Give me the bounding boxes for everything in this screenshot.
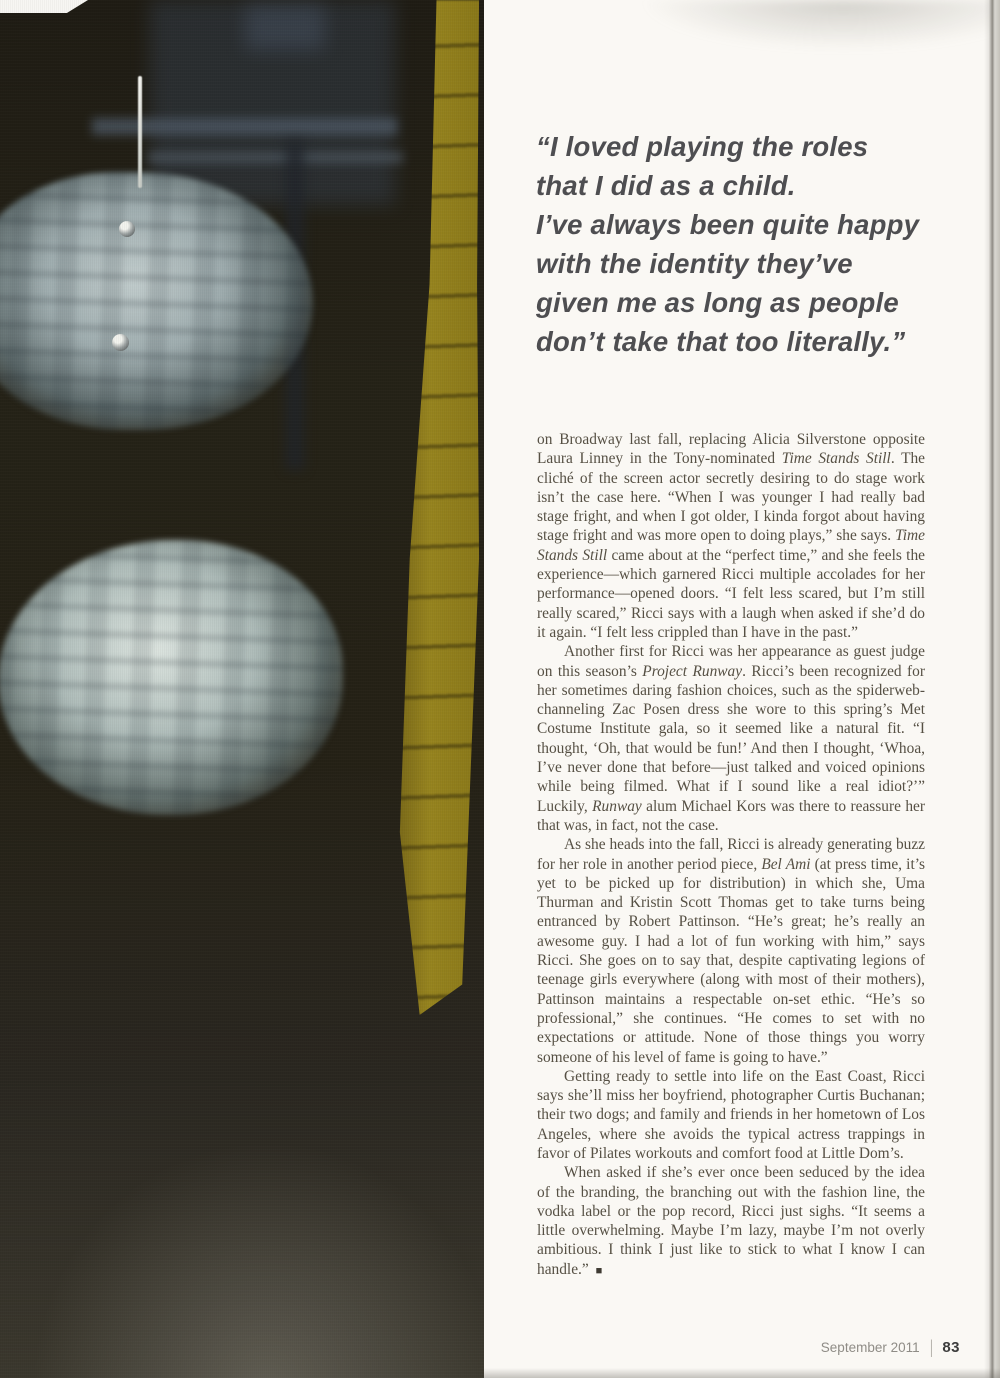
footer-divider: | [929, 1336, 933, 1357]
article-body [537, 430, 925, 1281]
scan-page-bottom-edge [484, 1368, 1000, 1378]
page-footer [821, 1336, 960, 1358]
article-paragraph: on Broadway last fall, replacing Alicia Silverstone opposite Laura Linney in the Tony-nominated Time Stands Still. The cliché of the screen actor secretly desiring to do stage work isn’t the case here. “When I was younger I had really bad stage fright, and when I got older, I kinda forgot about having stage fright and was more open to doing plays,” she says. Time Stands Still came about at the “perfect time,” and she feels the experience—which garnered Ricci multiple accolades for her performance—opened doors. “I felt less scared, but I’m still really scared,” Ricci says with a laugh when asked if she’d do it again. “I felt less crippled than I have in the past.” [537, 431, 925, 641]
article-paragraph: When asked if she’s ever once been seduced by the idea of the branding, the branching out with the fashion line, the vodka label or the pop record, Ricci just sighs. “It seems a little overwhelming. Maybe I’m lazy, maybe I’m not overly ambitious. I think I just like to stick to what I know I can handle.” ■ [537, 1164, 925, 1278]
pull-quote-line: “I loved playing the roles [536, 131, 869, 162]
end-of-article-mark: ■ [595, 1264, 603, 1277]
page-number: 83 [942, 1338, 960, 1356]
pull-quote [536, 127, 956, 361]
pull-quote-line: with the identity they’ve [536, 248, 853, 279]
studio-photo [0, 0, 484, 1378]
article-paragraph: Getting ready to settle into life on the East Coast, Ricci says she’ll miss her boyfriend, photographer Curtis Buchanan; their two dogs; and family and friends in her hometown of Los Angeles, where she avoids the typical actress trappings in favor of Pilates workouts and comfort food at Little Dom’s. [537, 1067, 925, 1162]
scan-top-smudge [640, 0, 1000, 50]
pull-quote-line: don’t take that too literally.” [536, 326, 906, 357]
issue-date: September 2011 [820, 1339, 920, 1355]
scan-page-right-edge [984, 0, 1000, 1378]
pull-quote-line: I’ve always been quite happy [536, 209, 920, 240]
photo-film-grain [0, 0, 484, 1378]
pull-quote-line: given me as long as people [536, 287, 899, 318]
article-paragraph: As she heads into the fall, Ricci is already generating buzz for her role in another period piece, Bel Ami (at press time, it’s yet to be picked up for distribution) in which she, Uma Thurman and Kristin Scott Thomas get to take turns being entranced by Robert Pattinson. “He’s great; he’s really an awesome guy. I had a lot of fun working with him,” says Ricci. She goes on to say that, despite captivating legions of teenage girls everywhere (along with most of their mothers), Pattinson maintains a respectable on-set ethic. “He’s so professional,” she continues. “He comes to set with no expectations or attitude. None of those things you worry someone of his level of fame is going to have.” [537, 836, 925, 1066]
pull-quote-line: that I did as a child. [536, 170, 796, 201]
article-paragraph: Another first for Ricci was her appearance as guest judge on this season’s Project Runway. Ricci’s been recognized for her sometimes daring fashion choices, such as the spiderweb-channeling Zac Posen dress she wore to this spring’s Met Costume Institute gala, so it seemed like a natural fit. “I thought, ‘Oh, that would be fun!’ And then I thought, ‘Whoa, I’ve never done that before—just talked and voiced opinions while being filmed. What if I sound like a real idiot?’” Luckily, Runway alum Michael Kors was there to reassure her that was, in fact, not the case. [537, 643, 926, 834]
